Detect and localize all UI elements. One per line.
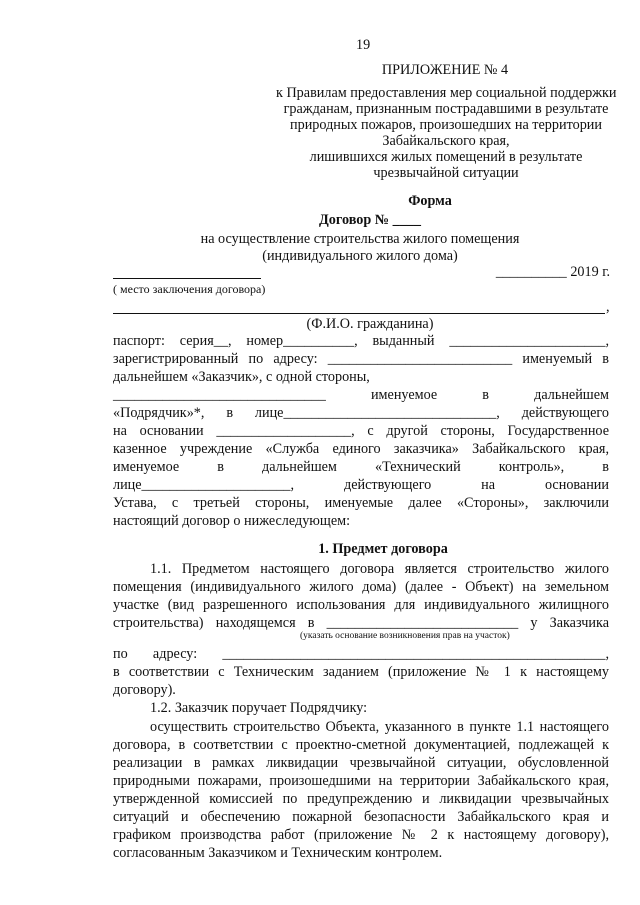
fio-line [113, 313, 605, 314]
place-line [113, 278, 261, 279]
appendix-title: ПРИЛОЖЕНИЕ № 4 [381, 62, 509, 78]
contract-date: __________ 2019 г. [495, 264, 610, 280]
preamble-line: Устава, с третьей стороны, именуемые далее «Стороны», заключили [113, 495, 609, 511]
appendix-line: природных пожаров, произошедших на территории [290, 117, 602, 133]
appendix-line: чрезвычайной ситуации [373, 165, 519, 181]
preamble-line: на основании ___________________, с другой стороны, Государственное [113, 423, 609, 439]
preamble-line: лице_____________________, действующего на основании [113, 477, 609, 493]
page-number: 19 [356, 37, 371, 53]
paragraph-line: утвержденной комиссией по предупреждению и ликвидации чрезвычайных [113, 791, 609, 807]
paragraph-line: ситуаций и обеспечению пожарной безопасности Забайкальского края и [113, 809, 609, 825]
preamble-line: зарегистрированный по адресу: __________________________ именуемый в [113, 351, 609, 367]
appendix-line: Забайкальского края, [382, 133, 510, 149]
clause-title: 1.2. Заказчик поручает Подрядчику: [150, 700, 368, 716]
form-label: Форма [408, 193, 452, 209]
paragraph-line: участке (вид разрешенного использования для индивидуального жилищного [113, 597, 609, 613]
paragraph-line: реализации в рамках ликвидации чрезвычайной ситуации, обусловленной [113, 755, 609, 771]
preamble-line: ______________________________ именуемое в дальнейшем [113, 387, 609, 403]
preamble-line: дальнейшем «Заказчик», с одной стороны, [113, 369, 370, 385]
section-heading: 1. Предмет договора [318, 541, 448, 557]
preamble-line: казенное учреждение «Служба единого заказчика» Забайкальского края, [113, 441, 609, 457]
paragraph-line: помещения (индивидуального жилого дома) (далее - Объект) на земельном [113, 579, 609, 595]
appendix-line: лишившихся жилых помещений в результате [309, 149, 583, 165]
preamble-line: паспорт: серия__, номер__________, выданный ______________________, [113, 333, 609, 349]
rights-caption: (указать основание возникновения прав на участок) [300, 631, 510, 641]
paragraph-line: осуществить строительство Объекта, указанного в пункте 1.1 настоящего [150, 719, 609, 735]
paragraph-line: договора, в соответствии с проектно-сметной документацией, подлежащей к [113, 737, 609, 753]
contract-subtitle: (индивидуального жилого дома) [262, 248, 458, 264]
contract-subtitle: на осуществление строительства жилого помещения [200, 231, 520, 247]
appendix-line: гражданам, признанным пострадавшими в результате [283, 101, 609, 117]
preamble-line: настоящий договор о нижеследующем: [113, 513, 351, 529]
paragraph-line: природными пожарами, произошедшими на территории Забайкальского края, [113, 773, 609, 789]
paragraph-line: 1.1. Предметом настоящего договора является строительство жилого [150, 561, 609, 577]
address-line: по адресу: ______________________________________________________, [113, 646, 609, 662]
paragraph-line: в соответствии с Техническим заданием (приложение № 1 к настоящему [113, 664, 609, 680]
appendix-line: к Правилам предоставления мер социальной поддержки [276, 85, 617, 101]
preamble-line: именуемое в дальнейшем «Технический контроль», в [113, 459, 609, 475]
paragraph-line: графиком производства работ (приложение № 2 к настоящему договору), [113, 827, 609, 843]
fio-comma: , [606, 299, 610, 315]
place-caption: ( место заключения договора) [113, 282, 266, 296]
contract-title: Договор № ____ [319, 212, 421, 228]
preamble-line: «Подрядчик»*, в лице______________________________, действующего [113, 405, 609, 421]
paragraph-line: строительства) находящемся в ___________________________ у Заказчика [113, 615, 609, 631]
paragraph-line: согласованным Заказчиком и Техническим контролем. [113, 845, 443, 861]
fio-caption: (Ф.И.О. гражданина) [306, 316, 434, 332]
paragraph-line: договору). [113, 682, 176, 698]
